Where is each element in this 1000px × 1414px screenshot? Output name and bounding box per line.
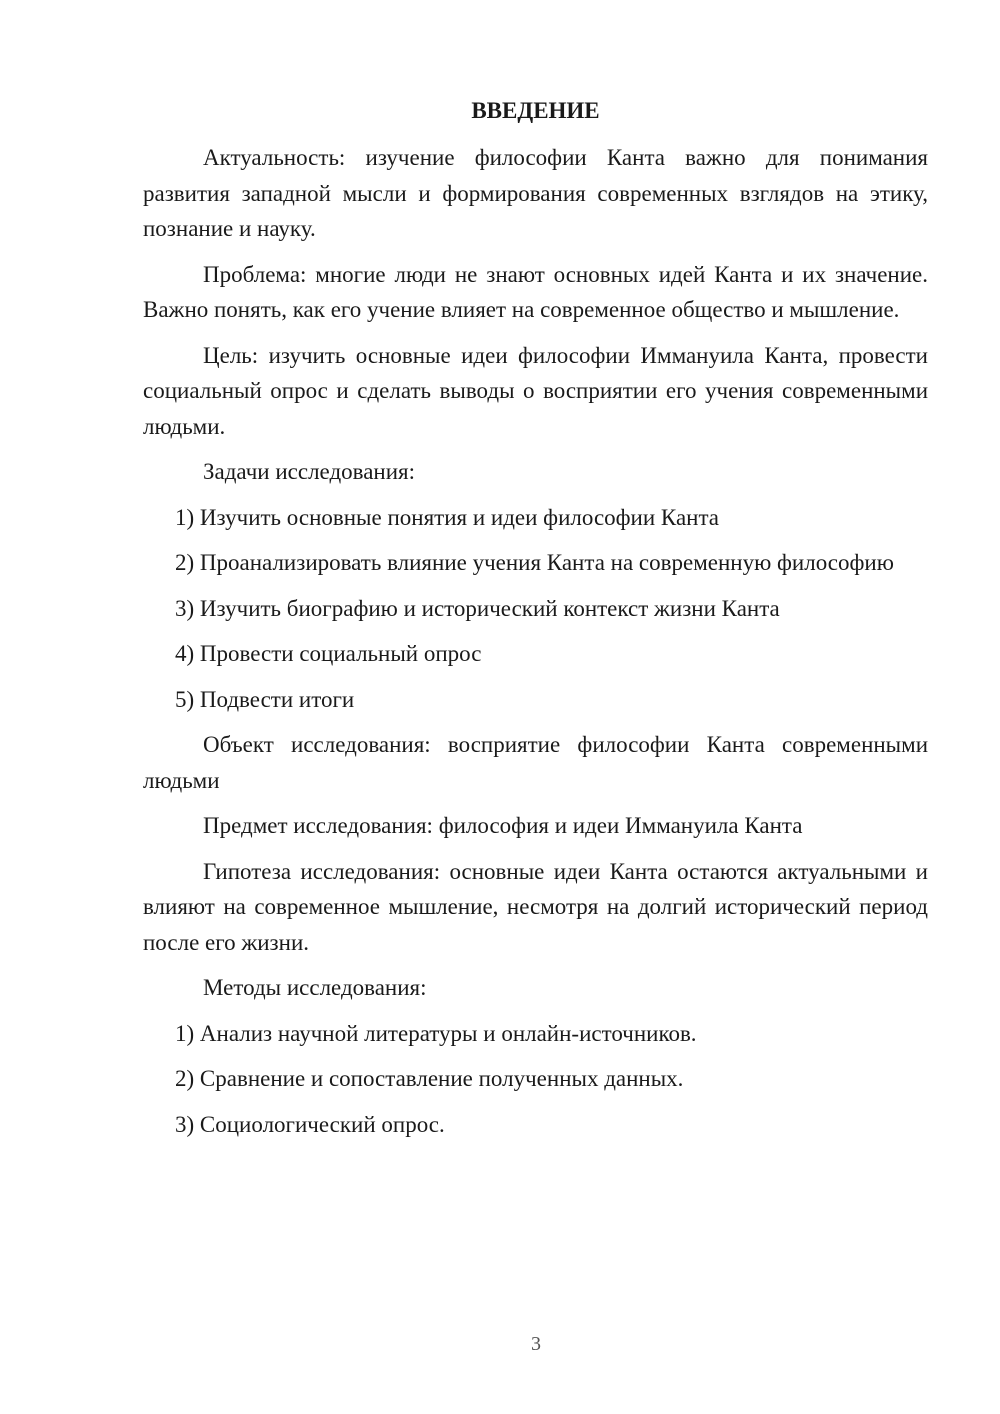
tasks-heading: Задачи исследования: <box>203 459 416 484</box>
method-item: 3) Социологический опрос. <box>175 1111 445 1137</box>
task-item: 4) Провести социальный опрос <box>175 641 482 666</box>
task-item: 1) Изучить основные понятия и идеи философии Канта <box>175 504 720 530</box>
section-title: ВВЕДЕНИЕ <box>471 98 600 123</box>
relevance-paragraph: Актуальность: изучение философии Канта важно для понимания развития западной мысли и формирования современных взглядов на этику, познание и науку. <box>143 145 928 241</box>
task-item: 5) Подвести итоги <box>175 686 355 712</box>
methods-heading: Методы исследования: <box>203 975 427 1000</box>
page-content <box>143 96 928 1152</box>
subject-paragraph: Предмет исследования: философия и идеи Иммануила Канта <box>203 813 803 838</box>
task-item: 3) Изучить биографию и исторический контекст жизни Канта <box>175 595 780 621</box>
method-item: 1) Анализ научной литературы и онлайн-источников. <box>175 1020 697 1046</box>
method-item: 2) Сравнение и сопоставление полученных данных. <box>175 1066 684 1091</box>
object-paragraph: Объект исследования: восприятие философии Канта современными людьми <box>143 732 928 793</box>
page-number: 3 <box>531 1333 541 1355</box>
hypothesis-paragraph: Гипотеза исследования: основные идеи Канта остаются актуальными и влияют на современное мышление, несмотря на долгий исторический период после его жизни. <box>143 858 928 955</box>
problem-paragraph: Проблема: многие люди не знают основных идей Канта и их значение. Важно понять, как его учение влияет на современное общество и мышление. <box>143 261 928 322</box>
goal-paragraph: Цель: изучить основные идеи философии Иммануила Канта, провести социальный опрос и сделать выводы о восприятии его учения современными людьми. <box>143 342 928 439</box>
task-item: 2) Проанализировать влияние учения Канта на современную философию <box>175 550 894 575</box>
